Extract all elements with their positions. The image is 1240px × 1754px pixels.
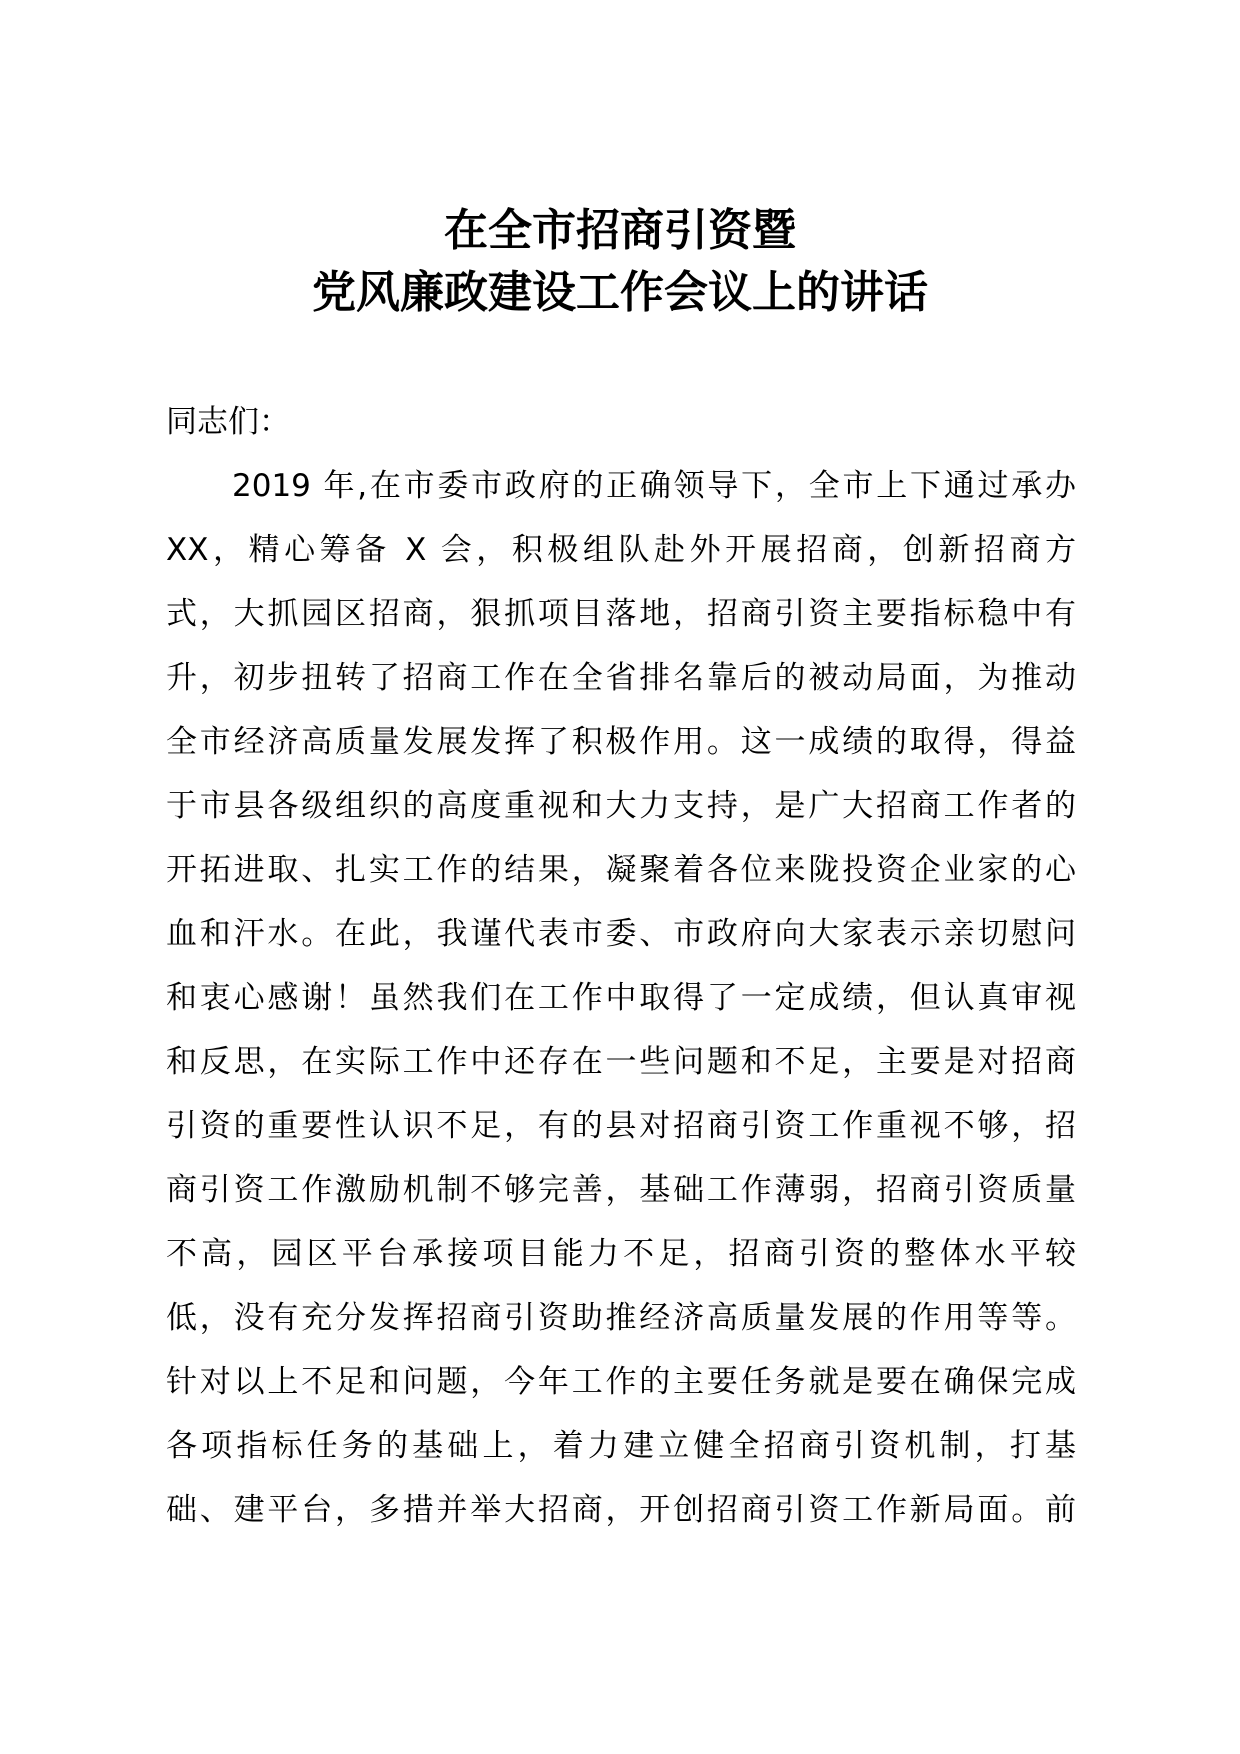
paragraph-line: 2019 年,在市委市政府的正确领导下，全市上下通过承办 — [232, 468, 1076, 504]
paragraph-line: 于市县各级组织的高度重视和大力支持，是广大招商工作者的 — [166, 788, 1076, 824]
document-title-line-2: 党风廉政建设工作会议上的讲话 — [312, 267, 928, 318]
paragraph-line: 各项指标任务的基础上，着力建立健全招商引资机制，打基 — [166, 1428, 1076, 1464]
paragraph-line: 针对以上不足和问题，今年工作的主要任务就是要在确保完成 — [166, 1364, 1076, 1400]
paragraph-line: 升，初步扭转了招商工作在全省排名靠后的被动局面，为推动 — [166, 660, 1076, 696]
paragraph-line: 低，没有充分发挥招商引资助推经济高质量发展的作用等等。 — [166, 1300, 1076, 1336]
paragraph-line: 础、建平台，多措并举大招商，开创招商引资工作新局面。前 — [166, 1492, 1076, 1528]
paragraph-line: 和反思，在实际工作中还存在一些问题和不足，主要是对招商 — [166, 1044, 1076, 1080]
paragraph-line: 全市经济高质量发展发挥了积极作用。这一成绩的取得，得益 — [166, 724, 1076, 760]
paragraph-line: XX，精心筹备 X 会，积极组队赴外开展招商，创新招商方 — [166, 532, 1076, 568]
paragraph-line: 引资的重要性认识不足，有的县对招商引资工作重视不够，招 — [166, 1108, 1076, 1144]
paragraph-line: 商引资工作激励机制不够完善，基础工作薄弱，招商引资质量 — [166, 1172, 1076, 1208]
paragraph-line: 和衷心感谢！虽然我们在工作中取得了一定成绩，但认真审视 — [166, 980, 1076, 1016]
paragraph-line: 不高，园区平台承接项目能力不足，招商引资的整体水平较 — [166, 1236, 1076, 1272]
paragraph-line: 血和汗水。在此，我谨代表市委、市政府向大家表示亲切慰问 — [166, 916, 1076, 952]
paragraph-line: 开拓进取、扎实工作的结果，凝聚着各位来陇投资企业家的心 — [166, 852, 1076, 888]
salutation: 同志们： — [166, 404, 290, 440]
paragraph-line: 式，大抓园区招商，狠抓项目落地，招商引资主要指标稳中有 — [166, 596, 1076, 632]
document-title-line-1: 在全市招商引资暨 — [444, 205, 796, 256]
